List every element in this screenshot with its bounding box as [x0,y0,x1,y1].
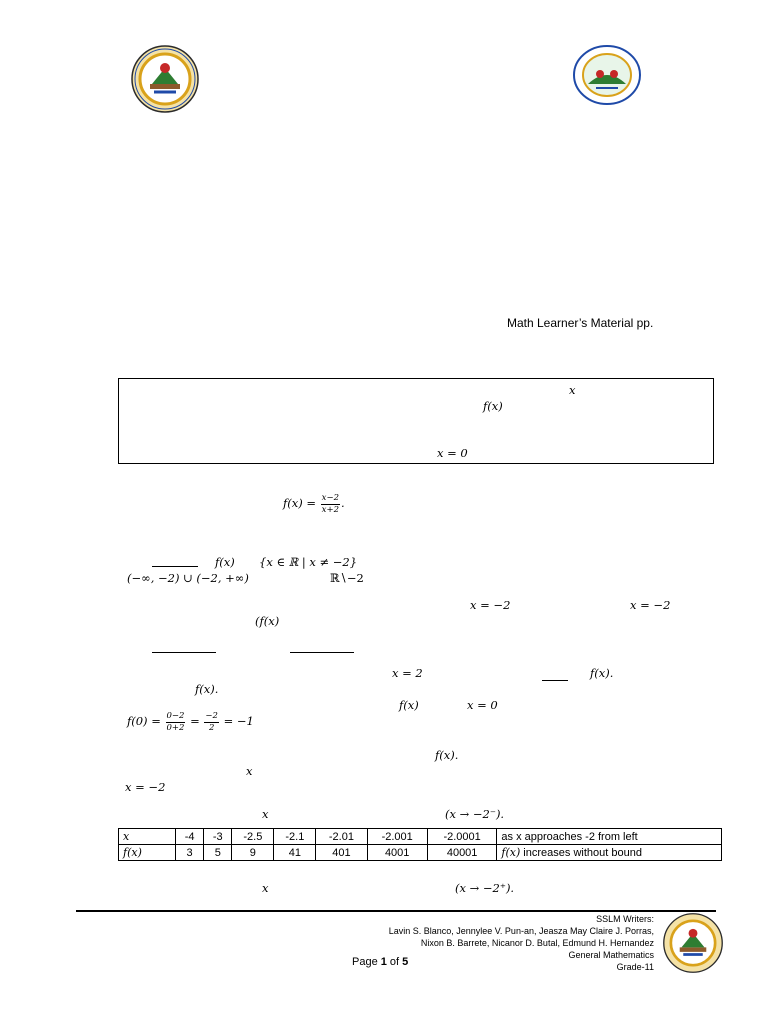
asymptote-a: x = −2 [470,598,511,612]
left-approach-label: (x → −2⁻). [445,807,505,821]
domain-reals: ℝ∖−2 [330,571,364,585]
table-cell: 4001 [367,845,427,861]
function-numerator: x−2 [321,493,339,503]
asymptote-fx: (f(x) [255,614,280,628]
function-definition [283,494,345,514]
f0-lhs: f(0) = [127,714,161,728]
table-desc-x: as x approaches -2 from left [497,829,722,845]
domain-fx: f(x) [215,555,235,569]
f0-den-1: 0+2 [166,722,185,733]
f0-evaluation [127,712,254,732]
blank-2 [290,652,354,653]
xint-fx-2: f(x). [195,682,219,696]
left-approach-x: x [262,807,269,821]
behavior-x-eq-neg2: x = −2 [125,780,166,794]
asymptote-b: x = −2 [630,598,671,612]
domain-set-builder: {x ∈ ℝ | x ≠ −2} [259,555,358,569]
yint-fx: f(x) [399,698,419,712]
domain-interval: (−∞, −2) ∪ (−2, +∞) [127,571,249,585]
f0-rhs: = −1 [223,714,254,728]
reference-text: Math Learner’s Material pp. [507,316,654,330]
page-prefix: Page [352,956,381,968]
function-denominator: x+2 [321,504,339,515]
table-cell: -2.1 [274,829,316,845]
f0-num-1: 0−2 [166,711,185,721]
f0-den-2: 2 [208,722,215,733]
page-total: 5 [402,956,409,968]
table-head-fx: f(x) [119,845,176,861]
behavior-fx: f(x). [435,748,459,762]
xint-fx-1: f(x). [590,666,614,680]
function-lhs: f(x) = [283,496,317,510]
f0-num-2: −2 [205,711,218,721]
table-cell: -3 [204,829,232,845]
function-tail: . [341,496,345,510]
table-cell: -4 [176,829,204,845]
table-cell: -2.001 [367,829,427,845]
page-current: 1 [380,956,387,968]
table-head-x: x [119,829,176,845]
table-row-x [119,829,722,845]
table-row-fx [119,845,722,861]
footer-divider [76,910,716,912]
right-approach-label: (x → −2⁺). [455,881,515,895]
footer-writers-title: SSLM Writers: [596,914,654,924]
function-fraction [321,494,340,514]
f0-frac-2 [204,712,219,732]
table-cell: 9 [232,845,274,861]
def-box-x-eq-0: x = 0 [437,446,468,460]
table-cell: 3 [176,845,204,861]
values-table [118,828,722,861]
definition-box [118,378,714,464]
footer-writers-line2: Nixon B. Barrete, Nicanor D. Butal, Edmund H. Hernandez [420,938,654,948]
table-cell: 5 [204,845,232,861]
table-cell: -2.0001 [427,829,497,845]
table-cell: 401 [316,845,367,861]
f0-frac-1 [166,712,186,732]
footer-school-seal-logo [662,912,724,974]
deped-seal-right-logo [572,44,642,106]
table-desc-fx-text: increases without bound [520,847,642,859]
f0-eq: = [190,714,200,728]
def-box-fx: f(x) [483,399,503,413]
table-desc-fx [497,845,722,861]
footer-subject: General Mathematics [568,950,654,960]
table-cell: -2.5 [232,829,274,845]
school-seal-left-logo [130,44,200,114]
right-approach-x: x [262,881,269,895]
domain-blank [152,566,198,567]
behavior-x: x [246,764,253,778]
blank-3 [542,680,568,681]
xint-x-eq-2: x = 2 [392,666,423,680]
table-cell: -2.01 [316,829,367,845]
table-cell: 41 [274,845,316,861]
table-desc-fx-var: f(x) [501,846,521,859]
footer-writers-line1: Lavin S. Blanco, Jennylee V. Pun-an, Jeasza May Claire J. Porras, [388,926,654,936]
page-mid: of [386,956,403,968]
def-box-x: x [569,383,576,397]
page-number [352,956,408,968]
yint-x-eq-0: x = 0 [467,698,498,712]
blank-1 [152,652,216,653]
footer-grade: Grade-11 [616,962,654,972]
table-cell: 40001 [427,845,497,861]
